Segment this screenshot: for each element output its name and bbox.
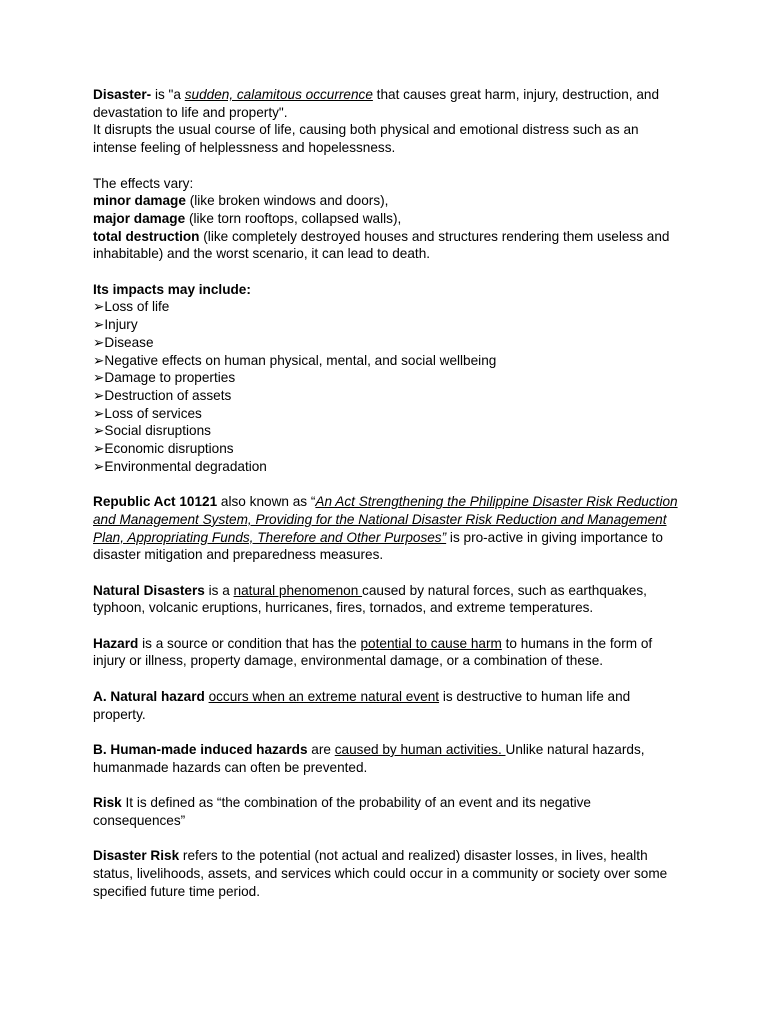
arrow-bullet-icon: ➢ — [93, 370, 105, 386]
arrow-bullet-icon: ➢ — [93, 405, 105, 421]
effect-major: major damage (like torn rooftops, collapsed walls), — [93, 210, 402, 226]
effects-intro: The effects vary: — [93, 175, 194, 191]
arrow-bullet-icon: ➢ — [93, 387, 105, 403]
list-item: ➢Injury — [93, 317, 138, 333]
list-item: ➢Loss of services — [93, 405, 202, 421]
list-item: ➢Disease — [93, 334, 154, 350]
list-item: ➢Damage to properties — [93, 370, 236, 386]
list-item: ➢Loss of life — [93, 299, 170, 315]
arrow-bullet-icon: ➢ — [93, 441, 105, 457]
disaster-term: Disaster- — [93, 87, 152, 102]
arrow-bullet-icon: ➢ — [93, 317, 105, 333]
republic-act-title: An Act Strengthening the Philippine Disaster Risk Reduction and Management System, Providing for the National Disaster Risk Reduction and Management Plan, Appropriating Funds, Therefore and Other Purposes” — [93, 494, 678, 545]
arrow-bullet-icon: ➢ — [93, 458, 105, 474]
impacts-list — [93, 298, 683, 475]
natural-hazard-paragraph: A. Natural hazard occurs when an extreme natural event is destructive to human life and property. — [93, 688, 631, 722]
document-page — [93, 86, 683, 900]
arrow-bullet-icon: ➢ — [93, 334, 105, 350]
republic-act-term: Republic Act 10121 — [93, 494, 218, 510]
disaster-quote: sudden, calamitous occurrence — [184, 87, 373, 102]
arrow-bullet-icon: ➢ — [93, 299, 105, 315]
list-item: ➢Social disruptions — [93, 423, 211, 439]
risk-paragraph: Risk It is defined as “the combination of the probability of an event and its negative consequences” — [93, 795, 591, 828]
list-item: ➢Destruction of assets — [93, 387, 232, 403]
disaster-definition: Disaster- is "a sudden, calamitous occurrence that causes great harm, injury, destruction, and devastation to life and property". — [93, 87, 660, 120]
effect-total: total destruction (like completely destroyed houses and structures rendering them useless and inhabitable) and the worst scenario, it can lead to death. — [93, 228, 670, 262]
natural-disasters-paragraph: Natural Disasters is a natural phenomenon caused by natural forces, such as earthquakes, typhoon, volcanic eruptions, hurricanes, fires, tornados, and extreme temperatures. — [93, 582, 647, 616]
republic-act-paragraph: Republic Act 10121 also known as “An Act Strengthening the Philippine Disaster Risk Reduction and Management System, Providing for the National Disaster Risk Reduction and Management Plan, Appropriating Funds, Therefore and Other Purposes” is pro-active in giving importance to disaster mitigation and preparedness measures. — [93, 494, 678, 563]
disaster-risk-paragraph: Disaster Risk refers to the potential (not actual and realized) disaster losses, in lives, health status, livelihoods, assets, and services which could occur in a community or society over some specified future time period. — [93, 848, 668, 899]
arrow-bullet-icon: ➢ — [93, 423, 105, 439]
arrow-bullet-icon: ➢ — [93, 352, 105, 368]
impacts-heading: Its impacts may include: — [93, 281, 251, 297]
list-item: ➢Negative effects on human physical, mental, and social wellbeing — [93, 352, 497, 368]
list-item: ➢Environmental degradation — [93, 458, 267, 474]
human-made-hazards-paragraph: B. Human-made induced hazards are caused by human activities. Unlike natural hazards, humanmade hazards can often be prevented. — [93, 741, 645, 775]
hazard-paragraph: Hazard is a source or condition that has the potential to cause harm to humans in the form of injury or illness, property damage, environmental damage, or a combination of these. — [93, 635, 653, 669]
effect-minor: minor damage (like broken windows and doors), — [93, 193, 389, 209]
list-item: ➢Economic disruptions — [93, 441, 234, 457]
disaster-description: It disrupts the usual course of life, causing both physical and emotional distress such as an intense feeling of helplessness and hopelessness. — [93, 122, 639, 156]
